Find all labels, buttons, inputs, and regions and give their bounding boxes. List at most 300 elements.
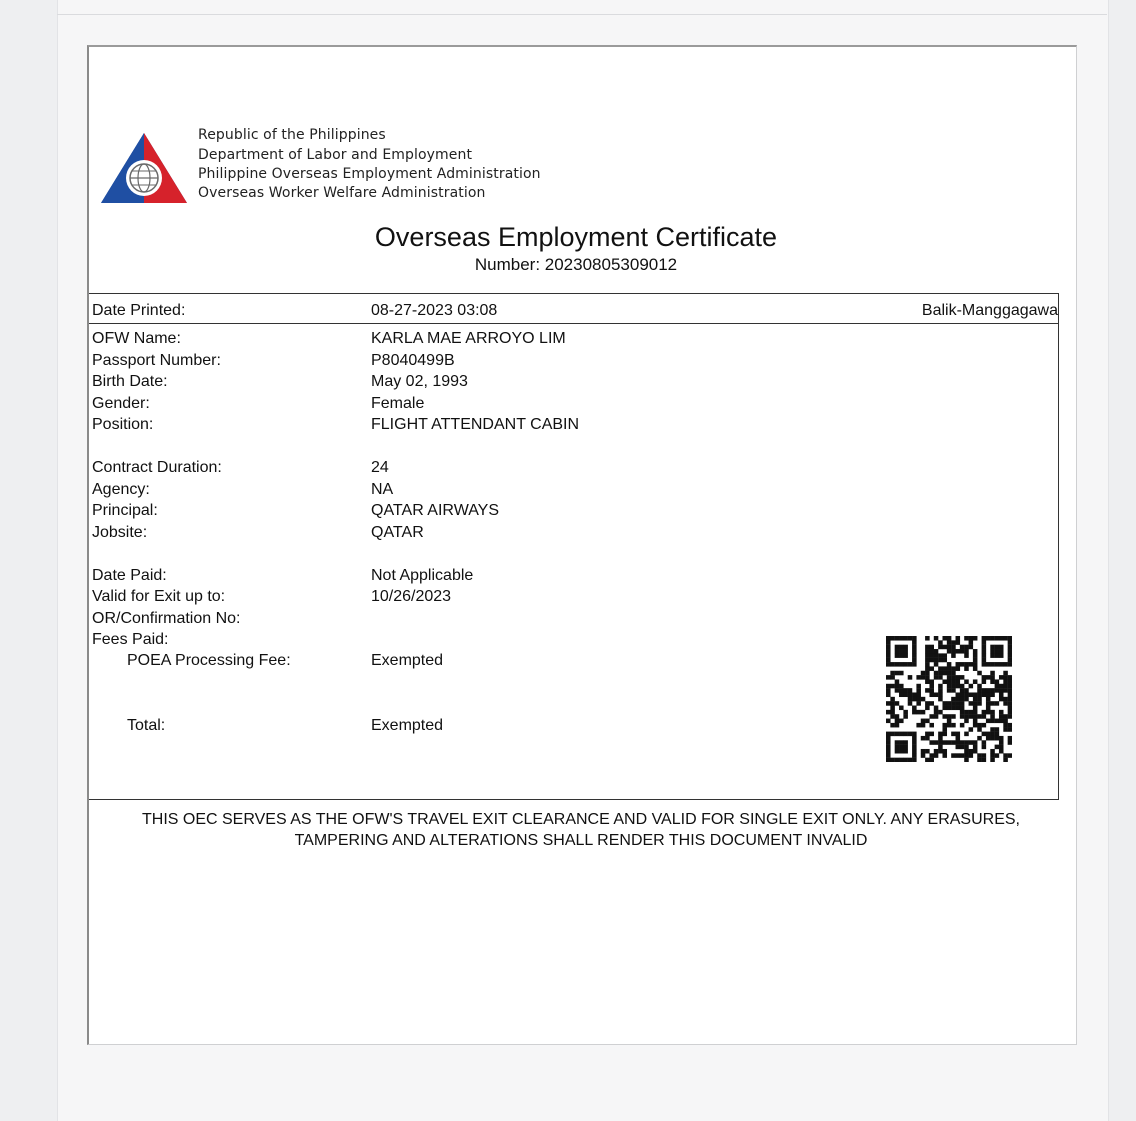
date-printed-value: 08-27-2023 03:08: [371, 302, 498, 319]
qr-module: [886, 740, 891, 745]
qr-module: [925, 671, 930, 676]
qr-module: [912, 658, 917, 663]
qr-module: [969, 662, 974, 667]
agency-value: NA: [371, 481, 394, 498]
qr-module: [951, 688, 956, 693]
qr-module: [1008, 640, 1012, 645]
qr-module: [899, 688, 904, 693]
qr-module: [956, 684, 961, 689]
qr-module: [929, 653, 934, 658]
qr-module: [929, 645, 934, 650]
qr-module: [990, 679, 995, 684]
qr-module: [960, 692, 965, 697]
qr-module: [947, 679, 952, 684]
qr-module: [938, 671, 943, 676]
qr-module: [934, 658, 939, 663]
qr-module: [999, 740, 1004, 745]
qr-module: [951, 697, 956, 702]
qr-module: [1003, 684, 1008, 689]
qr-module: [956, 736, 961, 741]
qr-module: [1008, 692, 1012, 697]
qr-module: [890, 714, 895, 719]
qr-module: [886, 758, 891, 762]
qr-module: [977, 692, 982, 697]
qr-module: [995, 719, 1000, 724]
qr-module: [890, 636, 895, 641]
qr-module: [973, 749, 978, 754]
qr-module: [908, 697, 913, 702]
qr-module: [964, 649, 969, 654]
principal-label: Principal:: [92, 502, 158, 519]
qr-module: [964, 740, 969, 745]
qr-module: [956, 675, 961, 680]
qr-module: [999, 714, 1004, 719]
validity-notice: [89, 809, 1073, 851]
qr-module: [1008, 653, 1012, 658]
qr-module: [938, 666, 943, 671]
qr-module: [956, 636, 961, 641]
qr-module: [990, 719, 995, 724]
qr-module: [964, 666, 969, 671]
qr-module: [916, 684, 921, 689]
qr-module: [942, 706, 947, 711]
qr-module: [934, 636, 939, 641]
qr-module: [942, 753, 947, 758]
qr-module: [929, 714, 934, 719]
qr-module: [951, 753, 956, 758]
qr-module: [929, 758, 934, 762]
qr-module: [999, 688, 1004, 693]
qr-module: [973, 745, 978, 750]
qr-module: [916, 692, 921, 697]
qr-module: [947, 645, 952, 650]
qr-module: [995, 636, 1000, 641]
qr-module: [938, 736, 943, 741]
qr-module: [895, 671, 900, 676]
qr-module: [938, 658, 943, 663]
qr-module: [956, 740, 961, 745]
qr-module: [890, 662, 895, 667]
qr-module: [990, 653, 995, 658]
qr-module: [895, 758, 900, 762]
qr-module: [947, 684, 952, 689]
qr-module: [995, 645, 1000, 650]
agency-line-poea: Philippine Overseas Employment Administration: [198, 166, 541, 182]
qr-module: [1003, 723, 1008, 728]
qr-module: [899, 749, 904, 754]
qr-module: [912, 753, 917, 758]
qr-module: [890, 732, 895, 737]
qr-module: [977, 723, 982, 728]
qr-module: [999, 675, 1004, 680]
qr-module: [929, 658, 934, 663]
qr-module: [921, 671, 926, 676]
qr-module: [947, 706, 952, 711]
qr-module: [921, 736, 926, 741]
qr-module: [1008, 688, 1012, 693]
viewer-top-divider: [57, 14, 1107, 15]
certificate-title-text: Overseas Employment Certificate: [374, 222, 778, 252]
qr-module: [886, 653, 891, 658]
qr-module: [960, 662, 965, 667]
qr-module: [929, 723, 934, 728]
qr-module: [1003, 671, 1008, 676]
qr-module: [990, 758, 995, 762]
qr-module: [986, 697, 991, 702]
qr-module: [973, 723, 978, 728]
qr-module: [999, 697, 1004, 702]
qr-module: [960, 706, 965, 711]
qr-module: [951, 666, 956, 671]
qr-module: [1008, 658, 1012, 663]
qr-module: [960, 710, 965, 715]
qr-module: [982, 636, 987, 641]
qr-module: [999, 636, 1004, 641]
qr-module: [964, 636, 969, 641]
qr-module: [895, 653, 900, 658]
qr-module: [895, 688, 900, 693]
qr-module: [990, 701, 995, 706]
qr-module: [951, 706, 956, 711]
qr-module: [990, 636, 995, 641]
qr-module: [986, 688, 991, 693]
qr-module: [990, 727, 995, 732]
qr-module: [973, 692, 978, 697]
qr-module: [908, 701, 913, 706]
qr-module: [951, 671, 956, 676]
qr-module: [977, 697, 982, 702]
qr-module: [973, 740, 978, 745]
qr-module: [890, 710, 895, 715]
qr-module: [934, 749, 939, 754]
qr-module: [982, 675, 987, 680]
qr-module: [903, 758, 908, 762]
qr-module: [929, 740, 934, 745]
qr-module: [899, 758, 904, 762]
qr-module: [929, 666, 934, 671]
qr-module: [956, 697, 961, 702]
qr-module: [951, 640, 956, 645]
qr-module: [977, 671, 982, 676]
qr-module: [947, 662, 952, 667]
qr-module: [969, 753, 974, 758]
qr-module: [969, 640, 974, 645]
qr-module: [947, 719, 952, 724]
qr-module: [964, 714, 969, 719]
qr-module: [973, 653, 978, 658]
qr-module: [942, 679, 947, 684]
qr-module: [903, 645, 908, 650]
qr-module: [921, 753, 926, 758]
qr-module: [995, 684, 1000, 689]
qr-module: [990, 688, 995, 693]
qr-module: [951, 649, 956, 654]
qr-module: [912, 636, 917, 641]
qr-module: [999, 749, 1004, 754]
qr-module: [938, 697, 943, 702]
qr-module: [938, 640, 943, 645]
agency-label: Agency:: [92, 481, 150, 498]
qr-module: [990, 645, 995, 650]
total-label: Total:: [127, 717, 166, 734]
qr-module: [903, 749, 908, 754]
qr-module: [886, 649, 891, 654]
qr-module: [969, 749, 974, 754]
qr-module: [886, 745, 891, 750]
qr-module: [908, 662, 913, 667]
notice-line-2: TAMPERING AND ALTERATIONS SHALL RENDER THIS DOCUMENT INVALID: [294, 832, 868, 849]
qr-module: [977, 688, 982, 693]
qr-module: [951, 684, 956, 689]
date-paid-value: Not Applicable: [371, 567, 474, 584]
qr-module: [934, 675, 939, 680]
qr-module: [921, 749, 926, 754]
position-value: FLIGHT ATTENDANT CABIN: [371, 416, 580, 433]
qr-module: [999, 692, 1004, 697]
qr-module: [999, 684, 1004, 689]
qr-module: [982, 658, 987, 663]
qr-module: [886, 736, 891, 741]
qr-module: [1008, 736, 1012, 741]
qr-module: [1008, 714, 1012, 719]
qr-module: [999, 745, 1004, 750]
qr-module: [899, 684, 904, 689]
dole-logo-icon: [99, 131, 189, 205]
qr-module: [934, 653, 939, 658]
qr-module: [903, 636, 908, 641]
qr-module: [986, 692, 991, 697]
qr-module: [1003, 701, 1008, 706]
qr-module: [995, 679, 1000, 684]
qr-module: [912, 740, 917, 745]
qr-module: [921, 710, 926, 715]
qr-module: [899, 706, 904, 711]
qr-module: [951, 675, 956, 680]
qr-module: [964, 679, 969, 684]
qr-module: [895, 701, 900, 706]
qr-module: [942, 714, 947, 719]
qr-module: [1003, 719, 1008, 724]
qr-module: [899, 649, 904, 654]
qr-module: [912, 706, 917, 711]
qr-module: [938, 692, 943, 697]
qr-module: [899, 653, 904, 658]
qr-module: [990, 710, 995, 715]
qr-module: [912, 649, 917, 654]
qr-module: [1003, 675, 1008, 680]
qr-module: [925, 636, 930, 641]
or-confirmation-label: OR/Confirmation No:: [92, 610, 241, 627]
qr-module: [977, 758, 982, 762]
qr-module: [942, 749, 947, 754]
qr-module: [890, 671, 895, 676]
qr-module: [912, 653, 917, 658]
qr-module: [999, 710, 1004, 715]
qr-module: [960, 714, 965, 719]
qr-module: [973, 658, 978, 663]
qr-module: [947, 688, 952, 693]
qr-module: [908, 688, 913, 693]
qr-module: [929, 701, 934, 706]
valid-exit-label: Valid for Exit up to:: [92, 588, 226, 605]
qr-module: [982, 753, 987, 758]
qr-module: [982, 662, 987, 667]
qr-module: [973, 701, 978, 706]
qr-module: [995, 745, 1000, 750]
qr-module: [886, 753, 891, 758]
qr-module: [1003, 714, 1008, 719]
certificate-page: [87, 45, 1077, 1045]
qr-module: [934, 662, 939, 667]
qr-module: [934, 710, 939, 715]
qr-module: [973, 666, 978, 671]
qr-module: [956, 666, 961, 671]
qr-module: [895, 679, 900, 684]
qr-module: [999, 649, 1004, 654]
qr-module: [956, 745, 961, 750]
qr-module: [1008, 649, 1012, 654]
qr-module: [1008, 701, 1012, 706]
passport-label: Passport Number:: [92, 352, 221, 369]
qr-module: [903, 710, 908, 715]
category-tag: Balik-Manggagawa: [921, 302, 1058, 319]
qr-module: [925, 736, 930, 741]
qr-module: [903, 714, 908, 719]
qr-module: [916, 701, 921, 706]
qr-module: [995, 732, 1000, 737]
qr-module: [956, 692, 961, 697]
qr-module: [977, 727, 982, 732]
qr-module: [956, 649, 961, 654]
qr-module: [995, 653, 1000, 658]
qr-module: [947, 701, 952, 706]
qr-module: [969, 710, 974, 715]
qr-module: [956, 640, 961, 645]
qr-module: [903, 692, 908, 697]
qr-module: [951, 732, 956, 737]
qr-module: [973, 710, 978, 715]
qr-module: [912, 736, 917, 741]
qr-module: [916, 723, 921, 728]
qr-module: [1008, 684, 1012, 689]
qr-module: [960, 745, 965, 750]
qr-module: [938, 710, 943, 715]
qr-module: [938, 740, 943, 745]
qr-module: [995, 701, 1000, 706]
qr-module: [890, 758, 895, 762]
qr-module: [934, 706, 939, 711]
qr-module: [925, 688, 930, 693]
qr-module: [929, 679, 934, 684]
qr-module: [947, 666, 952, 671]
qr-module: [903, 653, 908, 658]
qr-module: [912, 645, 917, 650]
qr-module: [990, 732, 995, 737]
qr-module: [947, 740, 952, 745]
qr-module: [951, 740, 956, 745]
qr-module: [886, 719, 891, 724]
qr-module: [895, 662, 900, 667]
certificate-title: [89, 222, 1073, 253]
qr-module: [964, 697, 969, 702]
qr-module: [973, 662, 978, 667]
qr-module: [886, 658, 891, 663]
qr-module: [977, 736, 982, 741]
qr-module: [951, 701, 956, 706]
qr-module: [895, 719, 900, 724]
qr-module: [982, 740, 987, 745]
qr-module: [938, 684, 943, 689]
qr-module: [969, 701, 974, 706]
jobsite-label: Jobsite:: [92, 524, 148, 541]
qr-module: [1008, 740, 1012, 745]
qr-module: [925, 666, 930, 671]
qr-module: [982, 653, 987, 658]
fees-paid-label: Fees Paid:: [92, 631, 169, 648]
qr-module: [1003, 727, 1008, 732]
qr-module: [951, 653, 956, 658]
qr-module: [938, 745, 943, 750]
qr-module: [1008, 679, 1012, 684]
qr-module: [895, 740, 900, 745]
qr-module: [921, 723, 926, 728]
qr-module: [973, 719, 978, 724]
qr-module: [938, 749, 943, 754]
qr-module: [908, 675, 913, 680]
qr-module: [947, 649, 952, 654]
qr-module: [990, 753, 995, 758]
certificate-number: [89, 255, 1073, 275]
qr-module: [895, 636, 900, 641]
contract-duration-label: Contract Duration:: [92, 459, 222, 476]
qr-module: [925, 649, 930, 654]
date-paid-label: Date Paid:: [92, 567, 167, 584]
qr-module: [960, 701, 965, 706]
qr-module: [986, 701, 991, 706]
qr-module: [912, 732, 917, 737]
qr-module: [964, 688, 969, 693]
qr-module: [960, 649, 965, 654]
qr-module: [912, 697, 917, 702]
qr-module: [934, 692, 939, 697]
qr-module: [912, 710, 917, 715]
qr-module: [942, 636, 947, 641]
qr-module: [982, 640, 987, 645]
qr-module: [995, 688, 1000, 693]
qr-module: [903, 649, 908, 654]
qr-module: [986, 732, 991, 737]
qr-module: [925, 653, 930, 658]
qr-module: [929, 649, 934, 654]
qr-module: [1008, 662, 1012, 667]
qr-module: [1008, 753, 1012, 758]
notice-line-1: THIS OEC SERVES AS THE OFW'S TRAVEL EXIT CLEARANCE AND VALID FOR SINGLE EXIT ONLY. ANY ERASURES,: [142, 811, 1020, 828]
qr-module: [956, 706, 961, 711]
qr-module: [964, 645, 969, 650]
qr-module: [986, 662, 991, 667]
principal-value: QATAR AIRWAYS: [371, 502, 500, 519]
qr-module: [886, 749, 891, 754]
qr-module: [886, 640, 891, 645]
qr-module: [999, 736, 1004, 741]
qr-module: [886, 636, 891, 641]
qr-module: [964, 753, 969, 758]
qr-module: [964, 745, 969, 750]
qr-module: [916, 675, 921, 680]
qr-module: [986, 706, 991, 711]
qr-module: [942, 727, 947, 732]
qr-module: [903, 688, 908, 693]
